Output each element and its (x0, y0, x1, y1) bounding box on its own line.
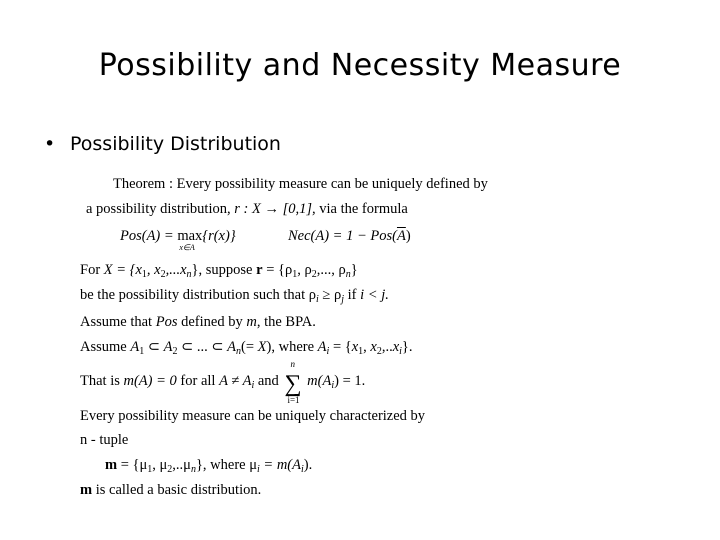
text-span: Every possibility measure can be uniquely characterized by (80, 408, 426, 424)
math-span: = m(A (263, 457, 301, 473)
theorem-line-8: That is m(A) = 0 for all $A \ne A_i$ and ∑ n i=1 $m(A_i) = 1$. (80, 359, 366, 405)
math-span: Pos(A) = (120, 228, 178, 244)
math-span: = {μ (120, 457, 148, 473)
nec-formula (288, 228, 411, 245)
sum-lower-limit: i=1 (287, 395, 300, 405)
math-span: X = {x (103, 262, 142, 278)
pos-formula (120, 228, 236, 252)
text-span: Assume that (80, 314, 153, 330)
complement-a: $\overline{A}$ (396, 228, 406, 244)
text-span: For (80, 262, 101, 278)
text-span: if (347, 287, 357, 303)
math-bold: m (80, 482, 93, 498)
text-span: n - tuple (80, 432, 129, 448)
text-span: via the formula (319, 201, 408, 217)
text-span: defined by (181, 314, 243, 330)
text-span: for all (180, 373, 216, 389)
math-span: m(A (307, 373, 332, 389)
text-span: and (257, 373, 279, 389)
summation-symbol: ∑ n i=1 (284, 359, 302, 405)
math-span: ρ (308, 287, 317, 303)
theorem-statement: Theorem : Every possibility measure can be uniquely defined by (113, 176, 488, 192)
theorem-line-11: $m = \{\mu_1$, $\mu_2,..\mu_n$}, where $\mu_i = m(A_i)$. (105, 457, 313, 475)
bullet-item (44, 133, 281, 155)
math-span: ) (405, 228, 411, 244)
theorem-line-4: For $X = \{x_1$, $x_2,...x_n$}, suppose $r = \{\rho_1$, $\rho_2$,..., $\rho_n$} (80, 262, 358, 280)
max-subscript: x∈A (179, 243, 195, 252)
text-span: be the possibility distribution such that (80, 287, 306, 303)
text-span: is called a basic distribution. (95, 482, 262, 498)
math-span: ). (303, 457, 313, 473)
math-span: m (246, 314, 257, 330)
math-span: Pos (155, 314, 178, 330)
sum-upper-limit: n (290, 359, 295, 369)
text-span: , suppose (198, 262, 253, 278)
max-label: max (177, 228, 203, 244)
math-span: ) = 1. (334, 373, 366, 389)
theorem-line-9 (80, 408, 425, 425)
math-span: r : X → [0,1], (234, 201, 316, 217)
theorem-line-10 (80, 432, 128, 449)
math-bold: m (105, 457, 118, 473)
bullet-marker: • (44, 133, 56, 155)
math-span: A ≠ A (219, 373, 252, 389)
theorem-line-7: Assume $A_1$ ⊂ $A_2$ ⊂ ... ⊂ $A_n(= X)$, where $A_i = \{x_1$, $x_2,..x_i$}. (80, 339, 413, 357)
math-span: = {ρ (266, 262, 293, 278)
theorem-line-2 (86, 201, 408, 218)
theorem-line-5: be the possibility distribution such that $\rho_i \ge \rho_j$ if i < j. (80, 287, 389, 305)
text-span: a possibility distribution, (86, 201, 231, 217)
text-span: Assume (80, 339, 127, 355)
theorem-line-1 (113, 176, 488, 193)
math-bold: r (256, 262, 263, 278)
slide-title: Possibility and Necessity Measure (98, 48, 622, 83)
math-span: i < j. (360, 287, 389, 303)
math-span: Nec(A) = 1 − Pos( (288, 228, 397, 244)
math-span: {r(x)} (202, 228, 236, 244)
max-operator (177, 228, 203, 252)
text-span: }, where (195, 457, 246, 473)
text-span: , where (271, 339, 315, 355)
math-span: μ (249, 457, 257, 473)
text-span: , the BPA. (256, 314, 316, 330)
math-span: m(A) = 0 (123, 373, 177, 389)
theorem-line-12 (80, 482, 261, 499)
theorem-line-6 (80, 314, 316, 331)
text-span: That is (80, 373, 120, 389)
bullet-text: Possibility Distribution (70, 133, 281, 155)
